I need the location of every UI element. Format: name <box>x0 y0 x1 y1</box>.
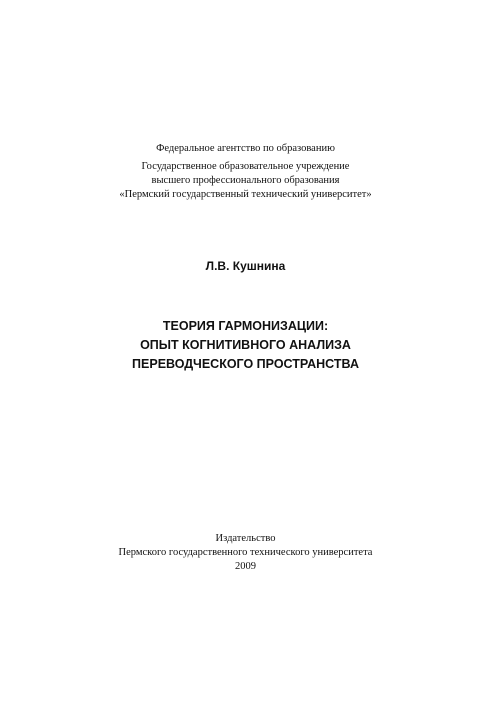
publication-year: 2009 <box>235 561 256 572</box>
agency-name: Федеральное агентство по образованию <box>156 143 335 154</box>
agency-header <box>0 142 491 156</box>
author-name: Л.В. Кушнина <box>205 259 286 273</box>
publisher-name: Пермского государственного технического университета <box>118 547 373 558</box>
publisher-label: Издательство <box>215 533 276 544</box>
title-line-3: ПЕРЕВОДЧЕСКОГО ПРОСТРАНСТВА <box>132 357 359 371</box>
institution-line-1: Государственное образовательное учреждение <box>141 161 350 172</box>
title-line-1: ТЕОРИЯ ГАРМОНИЗАЦИИ: <box>162 319 329 333</box>
publisher-block <box>0 532 491 574</box>
institution-block <box>0 160 491 202</box>
book-title <box>0 317 491 374</box>
institution-line-2: высшего профессионального образования <box>151 175 340 186</box>
institution-line-3: «Пермский государственный технический университет» <box>119 189 372 200</box>
title-line-2: ОПЫТ КОГНИТИВНОГО АНАЛИЗА <box>140 338 351 352</box>
